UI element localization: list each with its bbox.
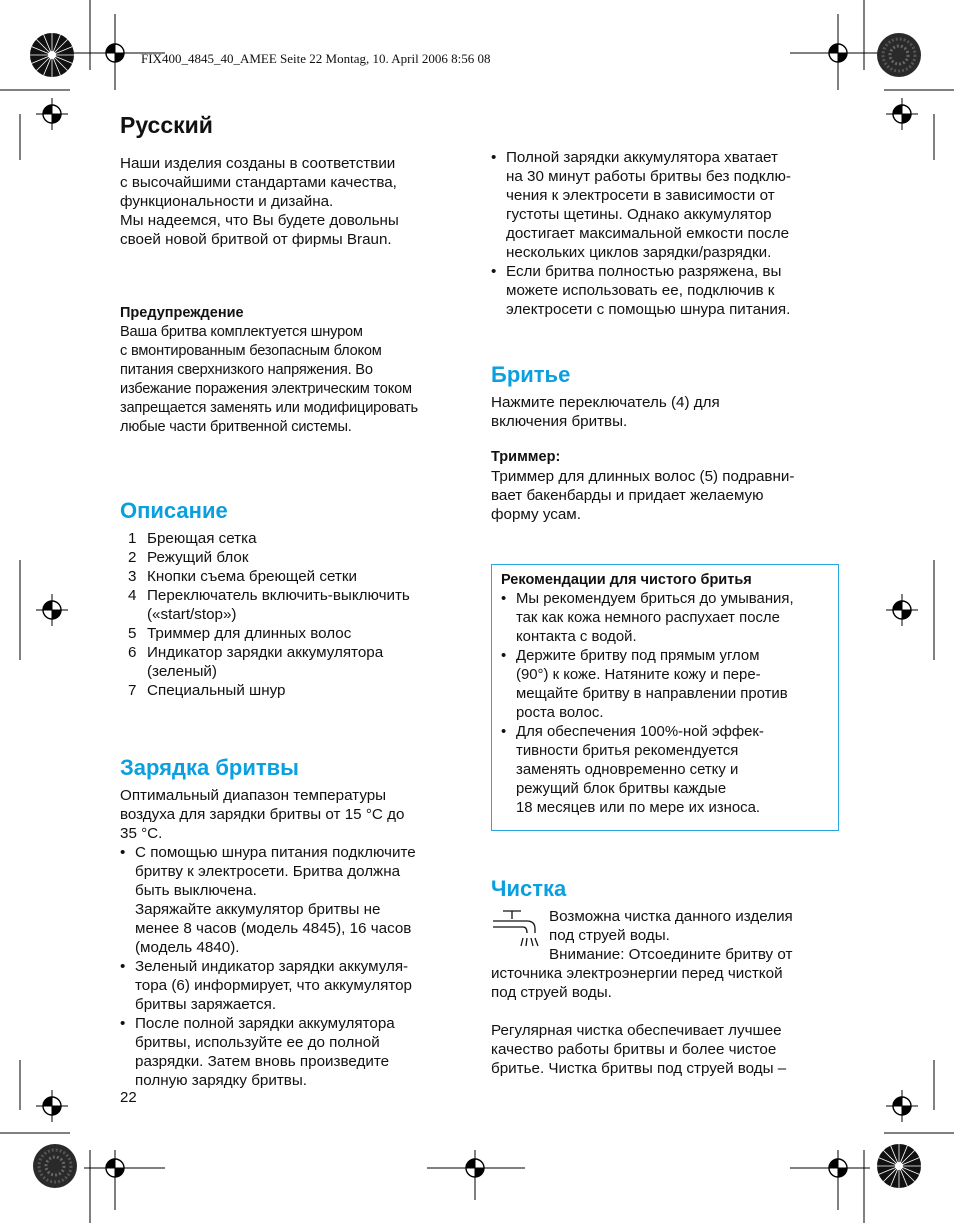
list-item: 3 Кнопки съема бреющей сетки (128, 568, 357, 585)
page-number: 22 (120, 1089, 137, 1106)
tips-box (491, 564, 839, 831)
description-heading: Описание (120, 498, 228, 523)
list-item: 2 Режущий блок (128, 549, 249, 566)
intro-text: Наши изделия созданы в соответствии с высочайшими стандартами качества, функциональности и дизайна. Мы надеемся, что Вы будете довольны своей новой бритвой от фирмы Braun. (120, 155, 399, 248)
list-item: 6 Индикатор зарядки аккумулятора (зеленый) (128, 644, 384, 680)
list-item: • Мы рекомендуем бриться до умывания, так как кожа немного распухает после контакта с водой. (501, 591, 794, 645)
list-item: 7 Специальный шнур (128, 682, 286, 699)
left-column (120, 110, 465, 1090)
list-item: 5 Триммер для длинных волос (128, 625, 352, 642)
list-item: • Держите бритву под прямым углом (90°) к коже. Натяните кожу и пере- мещайте бритву в направлении против роста волос. (501, 648, 788, 721)
shaving-heading: Бритье (491, 362, 571, 387)
list-item: • Если бритва полностью разряжена, вы можете использовать ее, подключив к электросети с помощью шнура питания. (491, 263, 791, 318)
list-item: 4 Переключатель включить-выключить («start/stop») (128, 587, 410, 623)
list-item: 1 Бреющая сетка (128, 530, 257, 547)
water-tap-icon (491, 907, 549, 957)
right-column (491, 148, 839, 1078)
charging-intro: Оптимальный диапазон температуры воздуха для зарядки бритвы от 15 °C до 35 °C. (120, 787, 405, 842)
tips-bullets (501, 590, 829, 818)
warning-text: Ваша бритва комплектуется шнуром с вмонтированным безопасным блоком питания сверхнизкого напряжения. Во избежание поражения электрическим током запрещается заменять или модифицировать любые части бритвенной системы. (120, 324, 418, 435)
cleaning-text-continued: источника электроэнергии перед чисткой под струей воды. (491, 965, 783, 1001)
cleaning-icon-row (491, 907, 839, 964)
page-title: Русский (120, 112, 213, 138)
tips-heading: Рекомендации для чистого бритья (501, 572, 752, 588)
list-item: • Полной зарядки аккумулятора хватает на 30 минут работы бритвы без подклю- чения к электросети в зависимости от густоты щетины. Однако аккумулятор достигает максимальной емкости после нескольких циклов зарядки/разрядки. (491, 149, 791, 261)
parts-list (120, 529, 465, 700)
shaving-text: Нажмите переключатель (4) для включения бритвы. (491, 394, 720, 430)
charging-bullets (120, 843, 465, 1090)
charging-heading: Зарядка бритвы (120, 755, 299, 780)
charging-bullets-continued (491, 148, 839, 319)
cleaning-heading: Чистка (491, 876, 567, 901)
list-item: • Для обеспечения 100%-ной эффек- тивности бритья рекомендуется заменять одновременно сетку и режущий блок бритвы каждые 18 месяцев или по мере их износа. (501, 724, 764, 816)
list-item: • Зеленый индикатор зарядки аккумуля- тора (6) информирует, что аккумулятор бритвы заряжается. (120, 958, 412, 1013)
trimmer-text: Триммер для длинных волос (5) подравни- вает бакенбарды и придает желаемую форму усам. (491, 468, 795, 523)
cleaning-icon-text: Возможна чистка данного изделия под струей воды. Внимание: Отсоедините бритву от (549, 908, 793, 963)
warning-heading: Предупреждение (120, 305, 244, 321)
list-item: • После полной зарядки аккумулятора бритвы, используйте ее до полной разрядки. Затем вновь произведите полную зарядку бритвы. (120, 1015, 395, 1089)
cleaning-text-2: Регулярная чистка обеспечивает лучшее качество работы бритвы и более чистое бритье. Чистка бритвы под струей воды – (491, 1022, 787, 1077)
list-item: • С помощью шнура питания подключите бритву к электросети. Бритва должна быть выключена. Заряжайте аккумулятор бритвы не менее 8 часов (модель 4845), 16 часов (модель 4840). (120, 844, 416, 956)
print-slug-line: FIX400_4845_40_AMEE Seite 22 Montag, 10. April 2006 8:56 08 (141, 51, 491, 66)
trimmer-heading: Триммер: (491, 449, 561, 465)
